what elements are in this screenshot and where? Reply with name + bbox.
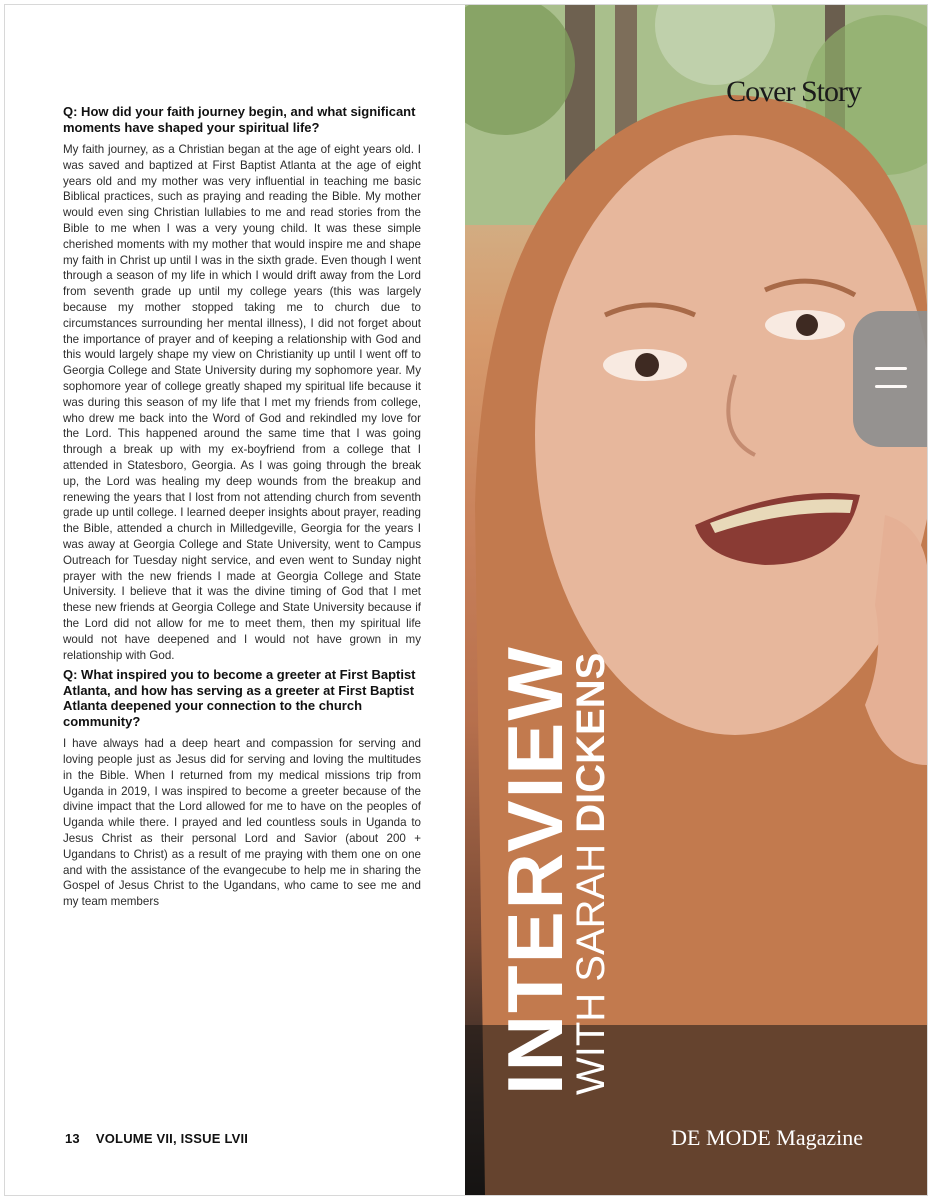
cover-photo (465, 5, 927, 1195)
subhead-prefix: WITH (569, 992, 613, 1095)
menu-icon-bar-bottom (875, 385, 907, 388)
answer-1: My faith journey, as a Christian began at the age of eight years old. I was saved and baptized at First Baptist Atlanta at the age of eight years old and my mother was very influential in teaching me basic Biblical practices, such as praying and reading the Bible. My mother would even sing Christian lullabies to me and read stories from the Bible to me when I was a very young child. It was these simple cherished moments with my mother that would inspire me and shape my faith in Christ up until I was in the sixth grade. Even though I went through a season of my life in which I would drift away from the Lord from seventh grade up until my college years (this was largely because my mother stopped taking me to church due to circumstances surrounding her mental illness), I did not forget about the importance of prayer and of keeping a relationship with God and this would largely shape my view on Christianity up until I went off to Georgia College and State University during my sophomore year. My sophomore year of college greatly shaped my spiritual life because it was during this season of my life that I met my friends from college, who drew me back into the Word of God and rekindled my love for the Lord. This happened around the same time that I was going through a break up with my ex-boyfriend from a college that I attended in Statesboro, Georgia. As I was going through the break up, the Lord was healing my deep wounds from the breakup and renewing the years that I lost from not attending church from seventh grade up until college. I learned deeper insights about prayer, reading the Bible, attended a church in Milledgeville, Georgia for the years I was away at Georgia College and State University, went to Campus Outreach for Tuesday night service, and even went to Sunday night prayer with the new friends I made at Georgia College and State University. I believe that it was the divine timing of God that I met these new friends at Georgia College and State University because if the Lord did not allow for me to meet them, then my spiritual life would not have deepened and I would not have grown in my relationship with God. (63, 143, 421, 662)
interview-title (491, 645, 613, 1095)
page-number: 13 (65, 1131, 80, 1146)
magazine-brand: DE MODE Magazine (671, 1125, 863, 1150)
menu-tab-button[interactable] (853, 311, 927, 447)
issue-label: VOLUME VII, ISSUE LVII (95, 1131, 249, 1146)
subhead-first-name: SARAH (569, 843, 613, 982)
subhead (569, 645, 613, 1095)
subhead-last-name: DICKENS (569, 652, 613, 833)
menu-icon-bar-top (875, 367, 907, 370)
article-column (63, 104, 421, 914)
magazine-page (4, 4, 928, 1196)
section-label: Cover Story (726, 75, 861, 108)
answer-2: I have always had a deep heart and compassion for serving and loving people just as Jesus did for serving and loving the multitudes in the Bible. When I returned from my medical missions trip from Uganda in 2019, I was inspired to become a greeter because of the divine impact that the Lord allowed for me to have on the peoples of Uganda while there. I prayed and led countless souls in Uganda to Jesus Christ as their personal Lord and Savior (about 200 + Ugandans to Christ) as a result of me praying with them one on one and with the assistance of the evangecube to help me in sharing the Gospel of Jesus Christ to the Ugandans, who came to see me and my team members (63, 737, 421, 909)
question-1: Q: How did your faith journey begin, and what significant moments have shaped your spiritual life? (63, 104, 416, 135)
question-2: Q: What inspired you to become a greeter at First Baptist Atlanta, and how has serving as a greeter at First Baptist Atlanta deepened your connection to the church community? (63, 667, 416, 729)
page-footer (65, 1131, 264, 1146)
headline: INTERVIEW (491, 645, 579, 1095)
